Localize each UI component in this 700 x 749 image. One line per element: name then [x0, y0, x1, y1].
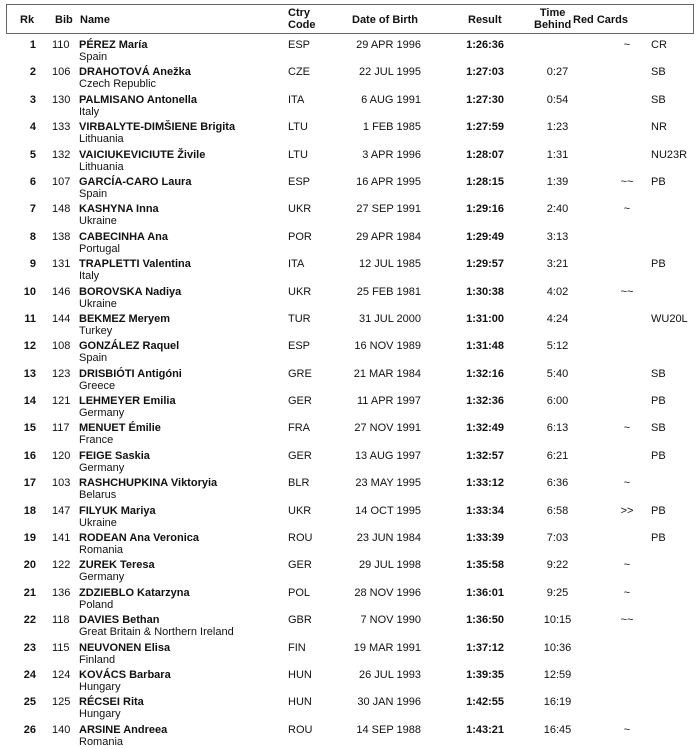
record-mark: WU20L [651, 312, 688, 325]
header-country-code-line2: Code [288, 19, 316, 31]
rank: 3 [29, 93, 36, 106]
athlete-country: Portugal [79, 242, 120, 255]
athlete-country: Turkey [79, 324, 113, 337]
result: 1:27:59 [466, 121, 504, 134]
athlete-name: KOVÁCS Barbara [79, 668, 171, 681]
date-of-birth: 16 APR 1995 [356, 175, 421, 188]
table-row [0, 420, 700, 447]
bib: 107 [52, 175, 71, 188]
date-of-birth: 11 APR 1997 [356, 395, 421, 408]
table-row [0, 119, 700, 146]
result: 1:28:07 [466, 148, 504, 161]
country-code: FIN [288, 641, 306, 654]
athlete-country: Germany [79, 571, 125, 584]
country-code: ESP [288, 340, 311, 353]
athlete-country: Spain [79, 51, 108, 63]
athlete-country: Lithuania [79, 133, 124, 146]
bib: 110 [52, 39, 70, 51]
athlete-name: FEIGE Saskia [79, 449, 150, 462]
result: 1:36:50 [466, 614, 504, 627]
rank: 17 [23, 477, 36, 490]
time-behind: 3:21 [546, 258, 569, 271]
athlete-name: KASHYNA Inna [79, 203, 159, 216]
rank: 13 [23, 367, 36, 380]
athlete-name: DRAHOTOVÁ Anežka [79, 66, 191, 79]
athlete-name: ARSINE Andreea [79, 723, 168, 736]
record-mark: SB [651, 93, 666, 106]
bib: 146 [52, 285, 71, 298]
table-row [0, 201, 700, 228]
result: 1:35:58 [466, 559, 504, 572]
record-mark: PB [651, 532, 666, 545]
time-behind: 5:12 [546, 340, 569, 353]
country-code: UKR [288, 285, 312, 298]
rank: 2 [29, 66, 36, 79]
bib: 131 [52, 258, 71, 271]
table-row [0, 640, 700, 667]
table-row [0, 311, 700, 338]
header-time-behind [534, 7, 571, 31]
rank: 11 [24, 312, 36, 325]
athlete-country: Ukraine [79, 516, 117, 529]
result: 1:31:48 [466, 340, 504, 353]
country-code: LTU [288, 121, 308, 134]
rank: 4 [29, 121, 36, 134]
table-row [0, 694, 700, 721]
record-mark: PB [651, 449, 666, 462]
red-cards: ~ [623, 723, 631, 736]
table-row [0, 557, 700, 584]
bib: 122 [52, 559, 71, 572]
table-row [0, 147, 700, 174]
athlete-country: Romania [79, 544, 124, 557]
athlete-name: DRISBIÓTI Antigóni [79, 367, 182, 380]
athlete-name: TRAPLETTI Valentina [79, 258, 191, 271]
country-code: HUN [288, 696, 312, 709]
time-behind: 6:58 [546, 504, 569, 517]
time-behind: 16:45 [543, 723, 572, 736]
athlete-country: Italy [79, 105, 100, 118]
athlete-country: France [79, 434, 114, 447]
time-behind: 3:13 [546, 230, 569, 243]
table-row [0, 503, 700, 530]
time-behind: 5:40 [546, 367, 569, 380]
athlete-name: RODEAN Ana Veronica [79, 532, 200, 545]
date-of-birth: 29 APR 1984 [356, 230, 421, 243]
red-cards: ~ [623, 39, 631, 51]
date-of-birth: 27 NOV 1991 [354, 422, 421, 435]
country-code: GER [288, 395, 312, 408]
red-cards: ~ [623, 559, 631, 572]
result: 1:36:01 [466, 586, 504, 599]
header-rank: Rk [20, 14, 35, 26]
country-code: POR [288, 230, 312, 243]
table-row [0, 92, 700, 119]
time-behind: 9:22 [546, 559, 569, 572]
athlete-name: MENUET Émilie [79, 422, 161, 435]
date-of-birth: 29 APR 1996 [356, 39, 421, 51]
time-behind: 12:59 [543, 668, 572, 681]
time-behind: 4:02 [546, 285, 569, 298]
result: 1:42:55 [466, 696, 504, 709]
date-of-birth: 6 AUG 1991 [361, 93, 421, 106]
country-code: GER [288, 449, 312, 462]
result: 1:43:21 [466, 723, 504, 736]
athlete-country: Poland [79, 598, 114, 611]
record-mark: SB [651, 422, 666, 435]
record-mark: CR [651, 39, 667, 51]
time-behind: 9:25 [546, 586, 569, 599]
country-code: CZE [288, 66, 310, 79]
red-cards: ~ [623, 586, 631, 599]
bib: 148 [52, 203, 71, 216]
rank: 25 [23, 696, 36, 709]
rank: 23 [23, 641, 36, 654]
rank: 20 [23, 559, 36, 572]
athlete-name: BEKMEZ Meryem [79, 312, 171, 325]
rank: 10 [23, 285, 36, 298]
bib: 141 [52, 532, 71, 545]
table-row [0, 393, 700, 420]
time-behind: 6:36 [546, 477, 569, 490]
bib: 140 [52, 723, 71, 736]
date-of-birth: 23 JUN 1984 [356, 532, 421, 545]
date-of-birth: 14 OCT 1995 [355, 504, 421, 517]
athlete-country: Finland [79, 653, 116, 666]
red-cards: >> [620, 504, 634, 517]
date-of-birth: 27 SEP 1991 [356, 203, 421, 216]
time-behind: 10:36 [543, 641, 572, 654]
header-red-cards: Red Cards [573, 14, 629, 26]
time-behind: 1:39 [546, 175, 569, 188]
result: 1:33:34 [466, 504, 504, 517]
time-behind: 2:40 [546, 203, 569, 216]
header-country-code-line1: Ctry [288, 7, 311, 19]
bib: 136 [52, 586, 71, 599]
rank: 18 [23, 504, 36, 517]
bib: 132 [52, 148, 71, 161]
table-row [0, 229, 700, 256]
country-code: ESP [288, 175, 311, 188]
rank: 26 [23, 723, 36, 736]
rank: 15 [23, 422, 36, 435]
record-mark: PB [651, 504, 666, 517]
rank: 6 [29, 175, 36, 188]
athlete-name: CABECINHA Ana [79, 230, 169, 243]
result: 1:27:03 [466, 66, 504, 79]
result: 1:29:57 [466, 258, 504, 271]
date-of-birth: 7 NOV 1990 [360, 614, 421, 627]
date-of-birth: 16 NOV 1989 [354, 340, 421, 353]
result: 1:33:12 [466, 477, 504, 490]
table-row [0, 64, 700, 91]
record-mark: NR [651, 121, 667, 134]
athlete-name: ZUREK Teresa [79, 559, 155, 572]
red-cards: ~ [623, 477, 631, 490]
time-behind: 0:27 [546, 66, 569, 79]
athlete-country: Great Britain & Northern Ireland [79, 626, 234, 639]
athlete-name: ZDZIEBLO Katarzyna [79, 586, 190, 599]
record-mark: PB [651, 175, 666, 188]
result: 1:37:12 [466, 641, 504, 654]
table-row [0, 475, 700, 502]
time-behind: 4:24 [546, 312, 569, 325]
date-of-birth: 28 NOV 1996 [354, 586, 421, 599]
result: 1:27:30 [466, 93, 504, 106]
athlete-country: Spain [79, 187, 108, 200]
header-country-code [288, 7, 316, 31]
athlete-name: VAICIUKEVICIUTE Živile [79, 148, 206, 161]
country-code: ROU [288, 723, 313, 736]
record-mark: PB [651, 395, 666, 408]
bib: 123 [52, 367, 71, 380]
bib: 147 [52, 504, 71, 517]
rank: 5 [29, 148, 36, 161]
time-behind: 1:31 [546, 148, 569, 161]
bib: 115 [52, 641, 70, 654]
bib: 133 [52, 121, 71, 134]
results-table-header [6, 4, 694, 34]
date-of-birth: 29 JUL 1998 [359, 559, 421, 572]
record-mark: NU23R [651, 148, 688, 161]
bib: 106 [52, 66, 71, 79]
header-bib: Bib [55, 14, 73, 26]
athlete-country: Belarus [79, 489, 117, 502]
result: 1:32:49 [466, 422, 504, 435]
time-behind: 16:19 [543, 696, 572, 709]
result: 1:31:00 [466, 312, 504, 325]
result: 1:32:57 [466, 449, 504, 462]
country-code: BLR [288, 477, 310, 490]
country-code: UKR [288, 203, 312, 216]
bib: 117 [52, 422, 70, 435]
date-of-birth: 19 MAR 1991 [353, 641, 421, 654]
country-code: FRA [288, 422, 310, 435]
bib: 108 [52, 340, 71, 353]
country-code: ITA [288, 93, 305, 106]
date-of-birth: 1 FEB 1985 [362, 121, 421, 134]
result: 1:39:35 [466, 668, 504, 681]
time-behind: 6:13 [546, 422, 569, 435]
athlete-country: Romania [79, 735, 124, 748]
red-cards: ~~ [620, 614, 634, 627]
header-time-behind-line1: Time [539, 7, 566, 19]
time-behind: 6:21 [546, 449, 569, 462]
header-name: Name [80, 14, 110, 26]
result: 1:26:36 [466, 39, 504, 51]
athlete-country: Czech Republic [79, 78, 157, 91]
bib: 120 [52, 449, 71, 462]
athlete-name: GARCÍA-CARO Laura [79, 175, 192, 188]
athlete-name: PALMISANO Antonella [79, 93, 197, 106]
athlete-name: RÉCSEI Rita [79, 696, 144, 709]
table-row [0, 174, 700, 201]
athlete-name: GONZÁLEZ Raquel [79, 340, 180, 353]
athlete-country: Hungary [79, 708, 121, 721]
rank: 7 [29, 203, 36, 216]
time-behind: 10:15 [543, 614, 572, 627]
athlete-name: NEUVONEN Elisa [79, 641, 171, 654]
result: 1:32:36 [466, 395, 504, 408]
rank: 16 [23, 449, 36, 462]
bib: 118 [52, 614, 70, 627]
date-of-birth: 21 MAR 1984 [353, 367, 421, 380]
bib: 144 [52, 312, 71, 325]
rank: 21 [23, 586, 36, 599]
bib: 121 [52, 395, 71, 408]
athlete-country: Germany [79, 461, 125, 474]
date-of-birth: 26 JUL 1993 [359, 668, 421, 681]
result: 1:30:38 [466, 285, 504, 298]
record-mark: PB [651, 258, 666, 271]
date-of-birth: 12 JUL 1985 [359, 258, 421, 271]
red-cards: ~ [623, 203, 631, 216]
date-of-birth: 31 JUL 2000 [359, 312, 421, 325]
date-of-birth: 22 JUL 1995 [359, 66, 421, 79]
table-row [0, 667, 700, 694]
table-row [0, 448, 700, 475]
country-code: ITA [288, 258, 305, 271]
athlete-name: RASHCHUPKINA Viktoryia [79, 477, 218, 490]
table-row [0, 338, 700, 365]
red-cards: ~ [623, 422, 631, 435]
rank: 19 [23, 532, 36, 545]
results-table-body [0, 37, 700, 749]
athlete-country: Spain [79, 352, 108, 365]
bib: 124 [52, 668, 71, 681]
record-mark: SB [651, 367, 666, 380]
country-code: UKR [288, 504, 312, 517]
table-row [0, 530, 700, 557]
table-row [0, 366, 700, 393]
athlete-name: FILYUK Mariya [79, 504, 156, 517]
result: 1:33:39 [466, 532, 504, 545]
rank: 12 [23, 340, 36, 353]
red-cards: ~~ [620, 175, 634, 188]
time-behind: 7:03 [546, 532, 569, 545]
rank: 1 [29, 39, 36, 51]
athlete-country: Germany [79, 407, 125, 420]
country-code: TUR [288, 312, 311, 325]
athlete-name: BOROVSKA Nadiya [79, 285, 182, 298]
red-cards: ~~ [620, 285, 634, 298]
bib: 125 [52, 696, 71, 709]
country-code: GBR [288, 614, 312, 627]
time-behind: 1:23 [546, 121, 569, 134]
record-mark: SB [651, 66, 666, 79]
date-of-birth: 3 APR 1996 [362, 148, 421, 161]
rank: 14 [23, 395, 36, 408]
rank: 8 [29, 230, 36, 243]
bib: 138 [52, 230, 71, 243]
date-of-birth: 25 FEB 1981 [356, 285, 421, 298]
date-of-birth: 13 AUG 1997 [354, 449, 421, 462]
athlete-country: Greece [79, 379, 116, 392]
result: 1:28:15 [466, 175, 504, 188]
time-behind: 0:54 [546, 93, 569, 106]
table-row [0, 284, 700, 311]
rank: 22 [23, 614, 36, 627]
country-code: HUN [288, 668, 312, 681]
athlete-name: PÉREZ María [79, 39, 148, 51]
athlete-name: VIRBALYTE-DIMŠIENE Brigita [79, 121, 236, 134]
rank: 24 [23, 668, 36, 681]
result: 1:29:16 [466, 203, 504, 216]
country-code: GER [288, 559, 312, 572]
athlete-name: LEHMEYER Emilia [79, 395, 176, 408]
date-of-birth: 23 MAY 1995 [355, 477, 421, 490]
header-time-behind-line2: Behind [534, 19, 572, 31]
athlete-country: Ukraine [79, 215, 117, 228]
athlete-name: DAVIES Bethan [79, 614, 160, 627]
result: 1:29:49 [466, 230, 504, 243]
country-code: POL [288, 586, 311, 599]
table-row [0, 256, 700, 283]
result: 1:32:16 [466, 367, 504, 380]
bib: 130 [52, 93, 71, 106]
athlete-country: Hungary [79, 680, 121, 693]
table-row [0, 722, 700, 749]
bib: 103 [52, 477, 71, 490]
country-code: ESP [288, 39, 311, 51]
country-code: ROU [288, 532, 313, 545]
country-code: LTU [288, 148, 308, 161]
athlete-country: Ukraine [79, 297, 117, 310]
athlete-country: Lithuania [79, 160, 124, 173]
athlete-country: Italy [79, 270, 100, 283]
header-date-of-birth: Date of Birth [352, 14, 418, 26]
table-row [0, 585, 700, 612]
table-row [0, 37, 700, 64]
table-row [0, 612, 700, 639]
date-of-birth: 30 JAN 1996 [357, 696, 421, 709]
header-result: Result [468, 14, 502, 26]
country-code: GRE [288, 367, 312, 380]
rank: 9 [29, 258, 36, 271]
time-behind: 6:00 [546, 395, 569, 408]
date-of-birth: 14 SEP 1988 [356, 723, 421, 736]
